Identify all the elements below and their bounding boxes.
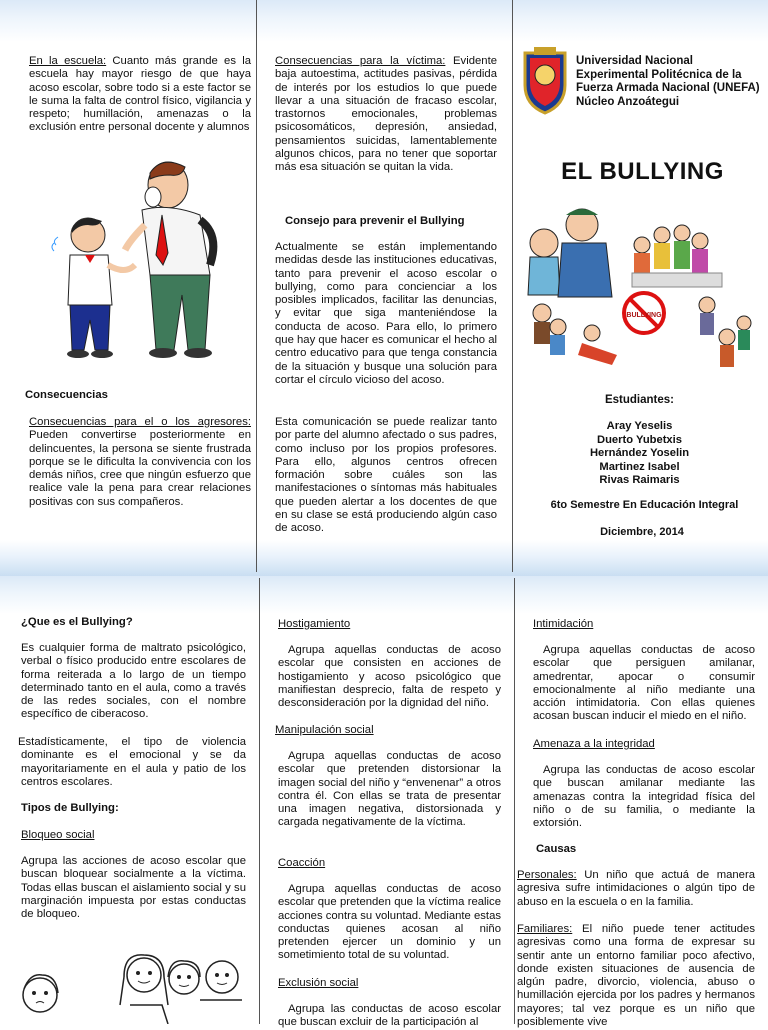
hostigamiento-label: Hostigamiento bbox=[278, 618, 351, 630]
what-is-bullying-paragraph-1: Es cualquier forma de maltrato psicológico, verbal o físico producido entre escolares de forma reiterada a lo largo de un tiempo determinado tanto en el aula, como a través de las redes sociales, con el nombre específico de ciberacoso. bbox=[21, 642, 246, 721]
university-name bbox=[576, 55, 768, 109]
exclusion-paragraph: Agrupa las conductas de acoso escolar que buscan excluir de la participación al bbox=[278, 1003, 501, 1029]
student-name: Duerto Yubetxis bbox=[597, 433, 682, 446]
student-name: Rivas Raimaris bbox=[599, 474, 680, 487]
consejo-heading: Consejo para prevenir el Bullying bbox=[285, 215, 465, 227]
personales-text: Un niño que actuá de manera agresiva sufre intimidaciones o algún tipo de abuso en la escuela o en la familia. bbox=[517, 869, 755, 908]
bullying-collage-illustration bbox=[522, 205, 754, 380]
coaccion-label: Coacción bbox=[278, 857, 326, 869]
personales-label: Personales: bbox=[517, 869, 577, 881]
divider-bottom-right bbox=[514, 578, 515, 1024]
middle-wave-band-a bbox=[0, 540, 768, 576]
personales-paragraph bbox=[517, 869, 755, 909]
escuela-paragraph bbox=[29, 55, 251, 135]
university-line-2: Experimental Politécnica de la bbox=[576, 68, 742, 81]
hostigamiento-paragraph: Agrupa aquellas conductas de acoso escolar que consisten en acciones de hostigamiento y acoso psicológico que manifiestan desprecio, falta de respeto y desconsideración por la dignidad del niño. bbox=[278, 644, 501, 710]
student-name: Martinez Isabel bbox=[599, 460, 680, 473]
escuela-label: En la escuela: bbox=[29, 55, 107, 67]
victima-paragraph bbox=[275, 55, 497, 175]
agresores-label: Consecuencias para el o los agresores: bbox=[29, 416, 251, 428]
consejo-paragraph-1: Actualmente se están implementando medidas desde las instituciones educativas, tanto para prevenir el acoso escolar o bullying, como para concienciar a los posibles implicados, facilitar las denuncias, y evitar que siga manteniéndose la conducta de acoso. Para ello, lo primero que hay que hacer es comunicar el hecho al centro educativo para que tenga constancia de la situación y busque una solución para cortar el círculo vicioso del acoso. bbox=[275, 241, 497, 386]
causas-heading: Causas bbox=[536, 843, 577, 855]
divider-bottom-left bbox=[259, 578, 260, 1024]
victima-text: Evidente baja autoestima, actitudes pasivas, pérdida de interés por los estudios lo que puede llevar a una situación de fracaso escolar, trastornos emocionales, problemas psicosomáticos, depresión, ansiedad, pensamientos suicidas, lamentablemente algunos chicos, para no tener que soportar más esa situación se quitan la vida. bbox=[275, 55, 497, 174]
coaccion-paragraph: Agrupa aquellas conductas de acoso escolar que pretenden que la víctima realice acciones contra su voluntad. Mediante estas conductas quienes acosan al niño pretenden ejercer un dominio y un sometimiento total de su voluntad. bbox=[278, 883, 501, 962]
student-name: Aray Yeselis bbox=[606, 420, 673, 432]
intimidacion-label: Intimidación bbox=[533, 618, 594, 630]
amenaza-label: Amenaza a la integridad bbox=[533, 738, 655, 750]
manipulacion-label: Manipulación social bbox=[275, 724, 374, 736]
bloqueo-label: Bloqueo social bbox=[21, 829, 95, 841]
page-title: EL BULLYING bbox=[561, 158, 724, 185]
students-list bbox=[522, 420, 757, 488]
semester-text: 6to Semestre En Educación Integral bbox=[550, 499, 739, 511]
unefa-shield-logo bbox=[520, 45, 570, 115]
university-line-1: Universidad Nacional bbox=[576, 55, 693, 67]
no-bullying-sign-text: BULLYING bbox=[626, 312, 662, 319]
what-is-bullying-paragraph-2 bbox=[18, 736, 246, 789]
familiares-label: Familiares: bbox=[517, 923, 573, 935]
tipos-heading: Tipos de Bullying: bbox=[21, 802, 119, 814]
victima-label: Consecuencias para la víctima: bbox=[275, 55, 446, 67]
familiares-text: El niño puede tener actitudes agresivas como una forma de expresar su sentir ante un entorno familiar poco afectivo, donde existen situaciones de ausencia de algún padre, divorcio, violencia, abuso o humillación ejercida por los padres y hermanos mayores; tal vez porque es un niño que posiblemente vive bbox=[517, 923, 755, 1029]
bloqueo-paragraph: Agrupa las acciones de acoso escolar que buscan bloquear socialmente a la víctima. Todas ellas buscan el aislamiento social y su marginación impuesta por estas conductas de bloqueo. bbox=[21, 855, 246, 921]
manipulacion-paragraph: Agrupa aquellas conductas de acoso escolar que pretenden distorsionar la imagen social del niño y “envenenar” a otros contra él. Con ellas se trata de presentar una imagen negativa, distorsionada y cargada negativamente de la víctima. bbox=[278, 750, 501, 829]
date-text: Diciembre, 2014 bbox=[600, 526, 684, 538]
student-name: Hernández Yoselin bbox=[589, 447, 690, 460]
agresores-paragraph bbox=[29, 416, 251, 509]
escuela-text: Cuanto más grande es la escuela hay mayor riesgo de que haya acoso escolar, sobre todo si a este factor se le suma la falta de control físico, vigilancia y respeto; humillación, amenazas o la exclusión entre personal docente y alumnos bbox=[29, 55, 251, 134]
consecuencias-heading: Consecuencias bbox=[25, 389, 108, 401]
university-line-3: Fuerza Armada Nacional (UNEFA) bbox=[576, 82, 760, 94]
divider-top-left bbox=[256, 0, 257, 572]
middle-wave-band-b bbox=[0, 576, 768, 614]
what-is-bullying-heading: ¿Que es el Bullying? bbox=[21, 616, 133, 628]
amenaza-paragraph: Agrupa las conductas de acoso escolar que buscan amilanar mediante las amenazas contra la integridad física del niño o de su familia, o mediante la extorsión. bbox=[533, 764, 755, 830]
exclusion-label: Exclusión social bbox=[278, 977, 359, 989]
statistic-text: Estadísticamente, el tipo de violencia dominante es el emocional y se da mayoritariamente en el aula y patio de los centros escolares. bbox=[18, 736, 246, 788]
familiares-paragraph bbox=[517, 923, 755, 1029]
university-line-4: Núcleo Anzoátegui bbox=[576, 95, 680, 108]
children-group-drawing bbox=[12, 945, 247, 1024]
divider-top-right bbox=[512, 0, 513, 572]
students-heading: Estudiantes: bbox=[604, 394, 674, 406]
intimidacion-paragraph: Agrupa aquellas conductas de acoso escolar que persiguen amilanar, amedrentar, apocar o consumir emocionalmente al niño mediante una acción intimidatoria. Con ellas quienes acosan buscan inducir el miedo en el niño. bbox=[533, 644, 755, 723]
bullying-cartoon-shouting bbox=[50, 155, 220, 365]
consejo-paragraph-2: Esta comunicación se puede realizar tanto por parte del alumno afectado o sus padres, como incluso por los propios profesores. Para ello, algunos centros ofrecen formación sobre cuáles son las manifestaciones o síntomas más habituales que pueden alertar a los docentes de que en su clase se está produciendo algún caso de acoso. bbox=[275, 416, 497, 535]
agresores-text: Pueden convertirse posteriormente en delincuentes, la persona se siente frustrada porque se le dificulta la convivencia con los demás niños, cree que ningún esfuerzo que realice vale la pena para crear relaciones positivas con sus compañeros. bbox=[29, 429, 251, 508]
top-wave-band bbox=[0, 0, 768, 42]
